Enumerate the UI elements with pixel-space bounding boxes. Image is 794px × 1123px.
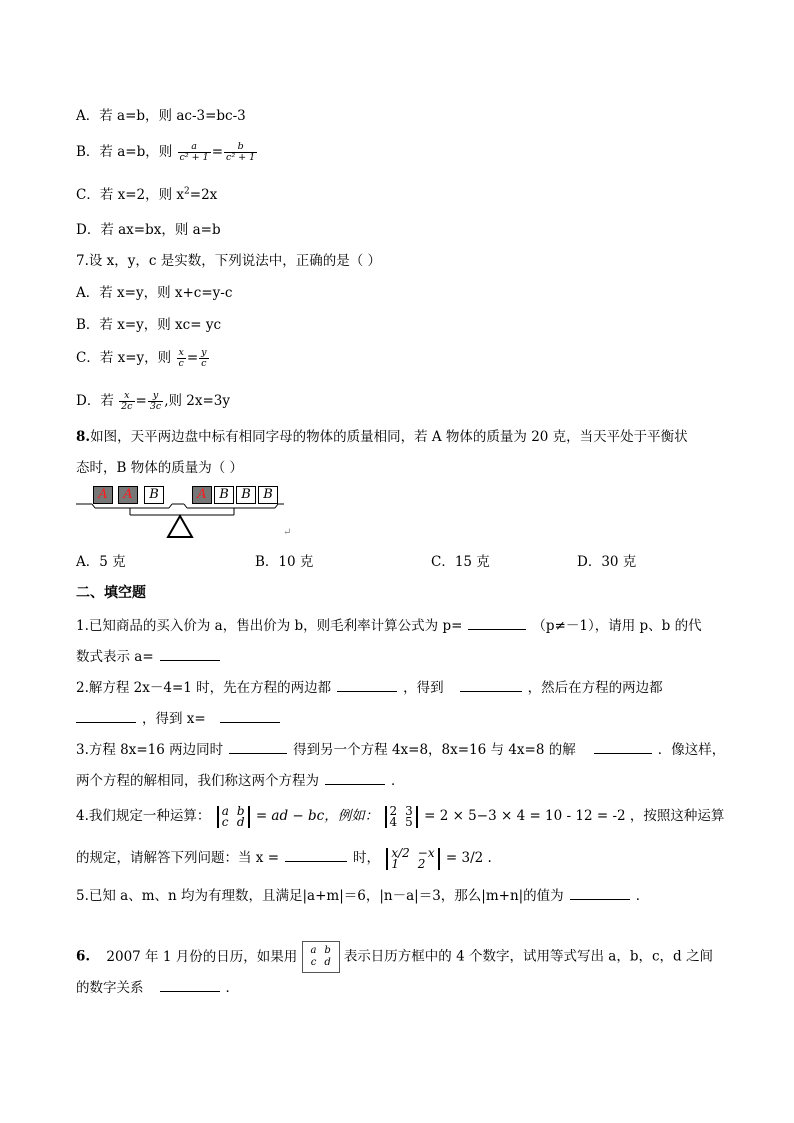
determinant-x: x/2 −x 1 2: [386, 848, 439, 870]
determinant-example: 2 3 4 5: [385, 806, 418, 828]
q6-b-equals: =: [211, 144, 224, 160]
q7-c-fraction-left: $\frac{x}{c}$: [178, 347, 184, 369]
q8-option-d: D．30 克: [577, 554, 637, 570]
section-title-fill-in: 二、填空题: [76, 585, 146, 601]
fill-q2-blank-4[interactable]: [220, 708, 280, 723]
q7-c-fraction-right: $\frac{y}{c}$: [201, 347, 207, 369]
fill-q3-blank-3[interactable]: [325, 770, 385, 785]
right-pan-box-b1: B: [214, 486, 234, 504]
fill-q6-line2: 的数字关系 ．: [76, 976, 239, 996]
right-pan-box-a: A: [192, 486, 212, 504]
left-pan-box-a1: A: [93, 486, 113, 504]
fill-q1-line1: 1.已知商品的买入价为 a，售出价为 b，则毛利率计算公式为 p= （p≠－1），请用 p、b 的代: [76, 614, 702, 634]
q8-option-b: B．10 克: [255, 554, 314, 570]
q7-stem: 7.设 x，y，c 是实数，下列说法中，正确的是（ ）: [76, 253, 382, 269]
fill-q3-blank-2[interactable]: [594, 739, 652, 754]
balance-scale-figure: [76, 480, 296, 540]
q7-d-fraction-right: $\frac{y}{3c}$: [149, 390, 162, 412]
q6-option-b: [76, 140, 258, 163]
fill-q6-line1: 6. 2007 年 1 月份的日历，如果用 a b c d 表示日历方框中的 4 个数字，试用等式写出 a，b，c，d 之间: [76, 941, 713, 973]
right-pan-box-b3: B: [258, 486, 278, 504]
q6-option-d: D．若 ax=bx，则 a=b: [76, 222, 221, 238]
fill-q3-line2: 两个方程的解相同，我们称这两个方程为 ．: [76, 769, 405, 789]
fill-q2-line1: 2.解方程 2x－4=1 时，先在方程的两边都 ，得到 ，然后在方程的两边都: [76, 676, 663, 696]
q7-option-a: A．若 x=y，则 x+c=y-c: [76, 285, 233, 301]
fill-q5: 5.已知 a、m、n 均为有理数，且满足|a+m|＝6，|n－a|＝3，那么|m+n|的值为 ．: [76, 884, 649, 904]
fill-q2-blank-3[interactable]: [76, 708, 136, 723]
determinant-abcd: a b c d: [217, 806, 250, 828]
fill-q1-blank-p[interactable]: [468, 615, 526, 630]
q6-option-a: A．若 a=b，则 ac-3=bc-3: [76, 108, 246, 124]
fill-q4-blank[interactable]: [285, 847, 347, 862]
left-pan-box-b: B: [144, 486, 164, 504]
q6-b-fraction-left: $\frac{a}{\text{c² + 1}}$: [179, 141, 209, 163]
q7-option-b: B．若 x=y，则 xc= yc: [76, 317, 222, 333]
fill-q1-line2: 数式表示 a=: [76, 645, 226, 665]
fill-q4-line1: 4.我们规定一种运算： a b c d = ad − bc，例如： 2 3 4 5 = 2 × 5−3 × 4 = 10 - 12 = -2 ，按照这种运算: [76, 803, 725, 829]
q8-stem-line1: 8.如图，天平两边盘中标有相同字母的物体的质量相同，若 A 物体的质量为 20 克，当天平处于平衡状: [76, 429, 688, 445]
fill-q6-blank[interactable]: [160, 977, 220, 992]
q6-option-b-text: B．若 a=b，则: [76, 144, 173, 160]
fill-q3-blank-1[interactable]: [229, 739, 287, 754]
calendar-square: a b c d: [302, 941, 340, 973]
q6-option-c: C．若 x=2，则 $x^2=2x$: [76, 186, 218, 203]
fill-q3-line1: 3.方程 8x=16 两边同时 得到另一个方程 4x=8，8x=16 与 4x=8 的解 ．像这样，: [76, 738, 725, 758]
q8-stem-line2: 态时，B 物体的质量为（ ）: [76, 460, 244, 476]
q8-option-c: C．15 克: [431, 554, 490, 570]
fill-q1-blank-a[interactable]: [160, 646, 220, 661]
return-mark: ↵: [283, 527, 292, 538]
right-pan-box-b2: B: [236, 486, 256, 504]
fill-q5-blank[interactable]: [570, 885, 630, 900]
q7-option-d: D．若 $\frac{x}{2c}$ = $\frac{y}{3c}$ ,则 2x=3y: [76, 390, 230, 412]
left-pan-box-a2: A: [118, 486, 138, 504]
fill-q4-line2: 的规定，请解答下列问题：当 x = 时， x/2 −x 1 2 = 3/2 .: [76, 845, 492, 871]
fill-q2-line2: ，得到 x=: [76, 707, 286, 727]
q7-option-c: C．若 x=y，则 $\frac{x}{c}$ = $\frac{y}{c}$: [76, 347, 207, 369]
fill-q2-blank-2[interactable]: [460, 677, 522, 692]
q7-d-fraction-left: $\frac{x}{2c}$: [121, 390, 133, 412]
q8-option-a: A．5 克: [76, 554, 126, 570]
q6-b-fraction-right: $\frac{b}{\text{c² + 1}}$: [226, 141, 256, 163]
fill-q2-blank-1[interactable]: [337, 677, 397, 692]
